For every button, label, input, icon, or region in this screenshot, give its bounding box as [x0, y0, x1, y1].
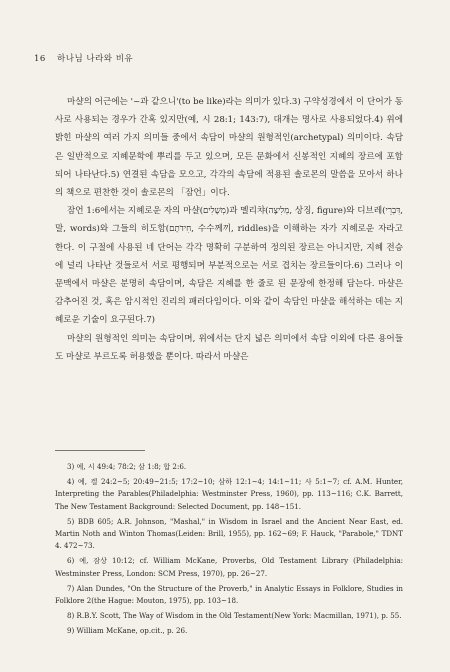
paragraph: 마샬의 원형적인 의미는 속담이며, 위에서는 단지 넓은 의미에서 속담 이외에 다른 용어들도 마샬로 부르도록 허용했을 뿐이다. 따라서 마샬은 [55, 333, 403, 362]
footnote-separator [55, 450, 145, 451]
footnote: 3) 예, 시 49:4; 78:2; 삼 1:8; 합 2:6. [67, 462, 187, 471]
footnote: 8) R.B.Y. Scott, The Way of Wisdom in the Old Testament(New York: Macmillan, 1971), p. 55. [67, 611, 402, 621]
page-number: 16 [34, 54, 46, 64]
footnote: 6) 예, 잠상 10:12; cf. William McKane, Proverbs, Old Testament Library (Philadelphia: Westminster Press, London: SCM Press, 1970), pp. 26~27. [55, 556, 403, 578]
footnotes [55, 461, 403, 640]
footnote: 9) William McKane, op.cit., p. 26. [67, 626, 188, 636]
running-header [34, 52, 133, 64]
paragraph: 마샬의 어근에는 '~과 같으니'(to be like)라는 의미가 있다.3) 구약성경에서 이 단어가 동사로 사용되는 경우가 간혹 있지만(예, 시 28:1; 143:7), 대개는 명사로 사용되었다.4) 위에 밝힌 마샬의 여러 가지 의미들 중에서 속담이 마샬의 원형적인(archetypal) 의미이다. 속담은 일반적으로 지혜문학에 뿌리를 두고 있으며, 모든 문화에서 신봉적인 지혜의 장르에 포함되어 나타난다.5) 연결된 속담을 모으고, 각각의 속담에 적용된 솔로몬의 말씀을 모아서 하나의 책으로 편찬한 것이 솔로몬의 「잠언」이다. [55, 97, 403, 199]
footnote: 5) BDB 605; A.R. Johnson, "Mashal," in Wisdom in Israel and the Ancient Near East, ed. Martin Noth and Winton Thomas(Leiden: Brill, 1955), pp. 162~69; F. Hauck, "Parabole," TDNT 4. 472~73. [55, 516, 403, 551]
body-text [55, 93, 403, 366]
footnote: 7) Alan Dundes, "On the Structure of the Proverb," in Analytic Essays in Folklore, Studies in Folklore 2(the Hague: Mouton, 1975), pp. 103~18. [55, 583, 403, 606]
footnote: 4) 예, 겔 24:2~5; 20:49~21:5; 17:2~10; 삼하 12:1~4; 14:1~11; 사 5:1~7; cf. A.M. Hunter, Interpreting the Parables(Philadelphia: Westminster Press, 1960), pp. 113~116; C.K. Barrett, The New Testament Background: Selected Document, pp. 148~151. [55, 477, 403, 511]
running-title: 하나님 나라와 비유 [57, 54, 134, 64]
paragraph: 잠언 1:6에서는 지혜로운 자의 마샬(מְשָׁלִים)과 멜리챠(מְלִיצָה, 상징, figure)와 디브레(דִּבְרֵי, 말, words)와 그들의 히도함(חִידֹתָם, 수수께끼, riddles)을 이해하는 자가 지혜로운 자라고 한다. 이 구절에 사용된 네 단어는 각각 명확히 구분하여 정의된 장르는 아니지만, 지혜 전승에 널리 나타난 것들로서 서로 평행되며 부분적으로는 서로 겹치는 장르들이다.6) 그러나 이 문맥에서 마샬은 분명히 속담이며, 속담은 지혜를 한 줄로 된 문장에 한정해 담는다. 마샬은 감추어진 것, 혹은 암시적인 진리의 패러다임이다. 이와 같이 속담인 마샬을 해석하는 데는 지혜로운 기술이 요구된다.7) [55, 206, 403, 326]
